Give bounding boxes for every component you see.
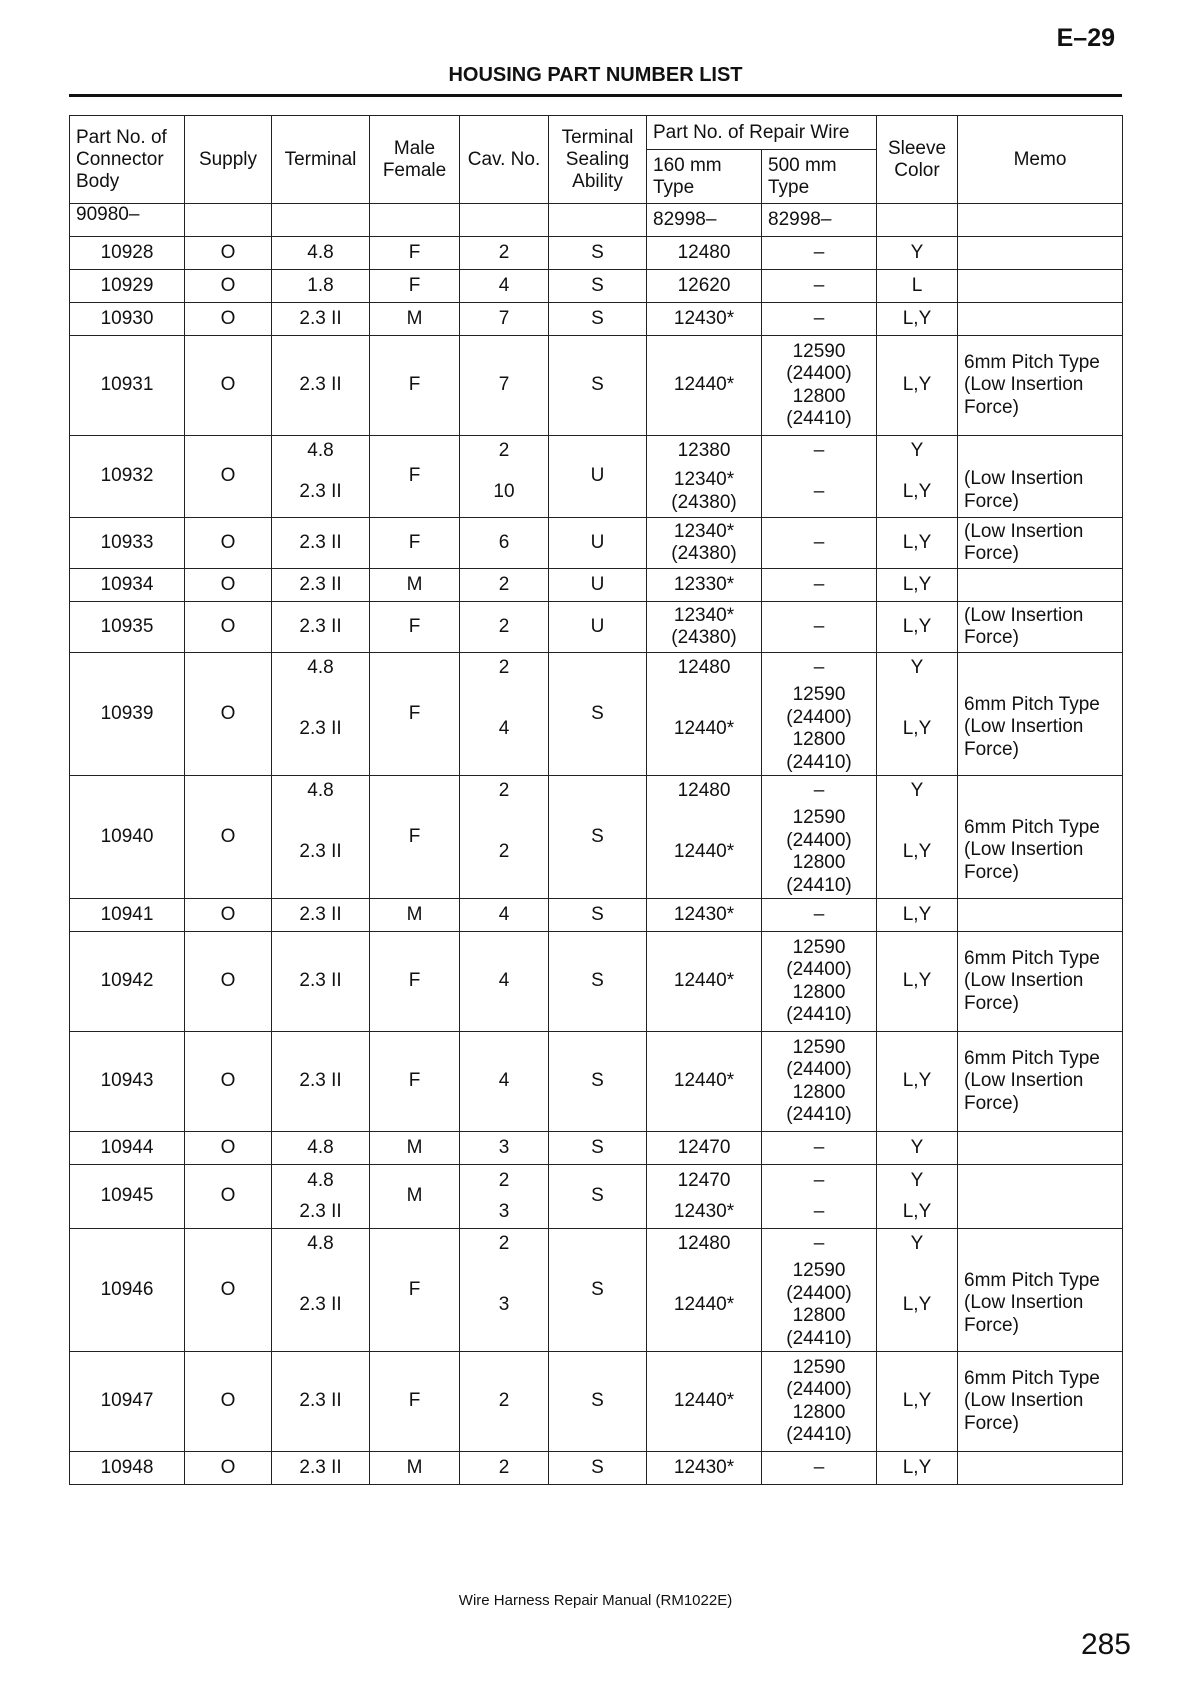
wire-160: 12470: [647, 1132, 762, 1165]
male-female: F: [370, 932, 460, 1032]
wire500-prefix: 82998–: [762, 204, 877, 237]
table-row: [70, 932, 1123, 1032]
supply: O: [185, 1452, 272, 1485]
memo: (Low Insertion Force): [958, 602, 1123, 653]
wire-160: 12440*: [647, 1260, 762, 1352]
wire-500: 12590 (24400) 12800 (24410): [762, 1260, 877, 1352]
wire-160: 12440*: [647, 807, 762, 899]
header-row: [70, 116, 1123, 150]
table-row: [70, 1165, 1123, 1197]
terminal: 2.3 II: [272, 569, 370, 602]
wire-500: –: [762, 653, 877, 684]
wire-160: 12440*: [647, 1032, 762, 1132]
part-no: 10931: [70, 336, 185, 436]
table-row: [70, 270, 1123, 303]
cav-no: 7: [460, 336, 549, 436]
header-male-female: Male Female: [370, 116, 460, 204]
memo: [958, 237, 1123, 270]
terminal: 2.3 II: [272, 1197, 370, 1229]
memo: [958, 1165, 1123, 1229]
sleeve: Y: [877, 653, 958, 684]
cav-no: 2: [460, 1229, 549, 1260]
sleeve: L,Y: [877, 303, 958, 336]
male-female: M: [370, 569, 460, 602]
part-no: 10939: [70, 653, 185, 776]
sleeve: L,Y: [877, 336, 958, 436]
sleeve: L,Y: [877, 602, 958, 653]
sealing: S: [549, 1229, 647, 1352]
memo: 6mm Pitch Type (Low Insertion Force): [958, 1032, 1123, 1132]
wire-500: –: [762, 1165, 877, 1197]
sealing: U: [549, 436, 647, 518]
cav-no: 4: [460, 1032, 549, 1132]
table-row: [70, 1132, 1123, 1165]
wire-160: 12340* (24380): [647, 602, 762, 653]
wire-160: 12430*: [647, 303, 762, 336]
terminal: 4.8: [272, 1165, 370, 1197]
terminal: 4.8: [272, 1132, 370, 1165]
sleeve: L,Y: [877, 1352, 958, 1452]
supply: O: [185, 899, 272, 932]
sleeve: L,Y: [877, 807, 958, 899]
wire-500: –: [762, 776, 877, 807]
memo: [958, 1452, 1123, 1485]
sleeve: L,Y: [877, 467, 958, 518]
table-row: [70, 1352, 1123, 1452]
part-no: 10941: [70, 899, 185, 932]
supply: O: [185, 518, 272, 569]
terminal: 2.3 II: [272, 932, 370, 1032]
sleeve: L,Y: [877, 569, 958, 602]
male-female: M: [370, 1165, 460, 1229]
page-title: HOUSING PART NUMBER LIST: [448, 64, 743, 86]
sleeve: Y: [877, 776, 958, 807]
memo: 6mm Pitch Type (Low Insertion Force): [958, 932, 1123, 1032]
header-memo: Memo: [958, 116, 1123, 204]
male-female: F: [370, 602, 460, 653]
table-row: [70, 569, 1123, 602]
part-no: 10943: [70, 1032, 185, 1132]
sealing: S: [549, 1132, 647, 1165]
wire-500: 12590 (24400) 12800 (24410): [762, 1032, 877, 1132]
cav-no: 2: [460, 436, 549, 467]
table-row: [70, 436, 1123, 467]
male-female: F: [370, 653, 460, 776]
page-number: 285: [1080, 1628, 1131, 1661]
cav-no: 2: [460, 1165, 549, 1197]
cav-no: 2: [460, 237, 549, 270]
table-row: [70, 303, 1123, 336]
memo: (Low Insertion Force): [958, 436, 1123, 518]
part-no: 10946: [70, 1229, 185, 1352]
header-sealing: Terminal Sealing Ability: [549, 116, 647, 204]
wire-500: –: [762, 270, 877, 303]
male-female: F: [370, 436, 460, 518]
sealing: S: [549, 336, 647, 436]
sealing: S: [549, 653, 647, 776]
wire-160: 12480: [647, 1229, 762, 1260]
wire-160: 12430*: [647, 1452, 762, 1485]
body-prefix: 90980–: [70, 204, 185, 237]
terminal: 2.3 II: [272, 1032, 370, 1132]
terminal: 4.8: [272, 436, 370, 467]
cav-no: 4: [460, 270, 549, 303]
cav-no: 2: [460, 569, 549, 602]
wire-160: 12380: [647, 436, 762, 467]
terminal: 2.3 II: [272, 467, 370, 518]
supply: O: [185, 776, 272, 899]
wire-160: 12340* (24380): [647, 518, 762, 569]
male-female: F: [370, 237, 460, 270]
prefix-row: [70, 204, 1123, 237]
male-female: M: [370, 303, 460, 336]
table-row: [70, 1229, 1123, 1260]
supply: O: [185, 569, 272, 602]
wire-500: –: [762, 899, 877, 932]
header-160mm: 160 mm Type: [647, 150, 762, 204]
sealing: S: [549, 1452, 647, 1485]
wire-500: –: [762, 1132, 877, 1165]
part-no: 10940: [70, 776, 185, 899]
sealing: S: [549, 899, 647, 932]
cav-no: 4: [460, 932, 549, 1032]
sleeve: L,Y: [877, 1452, 958, 1485]
cav-no: 2: [460, 776, 549, 807]
male-female: F: [370, 270, 460, 303]
wire-160: 12430*: [647, 1197, 762, 1229]
sleeve: Y: [877, 237, 958, 270]
sleeve: L,Y: [877, 932, 958, 1032]
part-no: 10932: [70, 436, 185, 518]
part-no: 10928: [70, 237, 185, 270]
cav-no: 2: [460, 807, 549, 899]
wire-160: 12440*: [647, 932, 762, 1032]
wire-500: –: [762, 467, 877, 518]
terminal: 4.8: [272, 237, 370, 270]
table-row: [70, 602, 1123, 653]
part-no: 10930: [70, 303, 185, 336]
header-cav-no: Cav. No.: [460, 116, 549, 204]
sealing: U: [549, 569, 647, 602]
memo: 6mm Pitch Type (Low Insertion Force): [958, 336, 1123, 436]
terminal: 4.8: [272, 1229, 370, 1260]
supply: O: [185, 1229, 272, 1352]
wire-160: 12340* (24380): [647, 467, 762, 518]
memo: 6mm Pitch Type (Low Insertion Force): [958, 1229, 1123, 1352]
sealing: S: [549, 237, 647, 270]
wire-500: –: [762, 237, 877, 270]
cav-no: 2: [460, 653, 549, 684]
title-divider: [69, 94, 1122, 97]
sleeve: L: [877, 270, 958, 303]
supply: O: [185, 602, 272, 653]
terminal: 4.8: [272, 776, 370, 807]
sleeve: L,Y: [877, 899, 958, 932]
housing-part-table: [69, 115, 1123, 1485]
wire-500: 12590 (24400) 12800 (24410): [762, 684, 877, 776]
wire-160: 12620: [647, 270, 762, 303]
sleeve: Y: [877, 1132, 958, 1165]
header-supply: Supply: [185, 116, 272, 204]
wire-160: 12430*: [647, 899, 762, 932]
terminal: 4.8: [272, 653, 370, 684]
cav-no: 2: [460, 1452, 549, 1485]
sleeve: L,Y: [877, 1260, 958, 1352]
sealing: U: [549, 518, 647, 569]
wire-160: 12480: [647, 776, 762, 807]
part-no: 10929: [70, 270, 185, 303]
male-female: F: [370, 518, 460, 569]
part-no: 10944: [70, 1132, 185, 1165]
terminal: 2.3 II: [272, 684, 370, 776]
table-row: [70, 653, 1123, 684]
wire-500: 12590 (24400) 12800 (24410): [762, 807, 877, 899]
supply: O: [185, 270, 272, 303]
supply: O: [185, 1165, 272, 1229]
cav-no: 4: [460, 684, 549, 776]
wire-500: –: [762, 518, 877, 569]
male-female: F: [370, 1352, 460, 1452]
table-row: [70, 518, 1123, 569]
sleeve: Y: [877, 1229, 958, 1260]
part-no: 10942: [70, 932, 185, 1032]
sleeve: L,Y: [877, 1032, 958, 1132]
memo: 6mm Pitch Type (Low Insertion Force): [958, 653, 1123, 776]
sealing: U: [549, 602, 647, 653]
sleeve: Y: [877, 1165, 958, 1197]
table-row: [70, 776, 1123, 807]
part-no: 10935: [70, 602, 185, 653]
terminal: 2.3 II: [272, 303, 370, 336]
part-no: 10947: [70, 1352, 185, 1452]
header-repair-wire: Part No. of Repair Wire: [647, 116, 877, 150]
part-no: 10948: [70, 1452, 185, 1485]
male-female: F: [370, 1032, 460, 1132]
memo: (Low Insertion Force): [958, 518, 1123, 569]
cav-no: 7: [460, 303, 549, 336]
wire-160: 12480: [647, 653, 762, 684]
cav-no: 4: [460, 899, 549, 932]
cav-no: 3: [460, 1132, 549, 1165]
cav-no: 2: [460, 602, 549, 653]
part-no: 10945: [70, 1165, 185, 1229]
terminal: 2.3 II: [272, 899, 370, 932]
sealing: S: [549, 270, 647, 303]
memo: [958, 1132, 1123, 1165]
memo: 6mm Pitch Type (Low Insertion Force): [958, 1352, 1123, 1452]
cav-no: 3: [460, 1260, 549, 1352]
wire-500: 12590 (24400) 12800 (24410): [762, 336, 877, 436]
cav-no: 2: [460, 1352, 549, 1452]
wire160-prefix: 82998–: [647, 204, 762, 237]
supply: O: [185, 436, 272, 518]
wire-500: 12590 (24400) 12800 (24410): [762, 932, 877, 1032]
sealing: S: [549, 303, 647, 336]
supply: O: [185, 1132, 272, 1165]
part-no: 10933: [70, 518, 185, 569]
sealing: S: [549, 776, 647, 899]
male-female: M: [370, 899, 460, 932]
sealing: S: [549, 1165, 647, 1229]
header-sleeve: Sleeve Color: [877, 116, 958, 204]
sleeve: L,Y: [877, 518, 958, 569]
table-row: [70, 899, 1123, 932]
sleeve: Y: [877, 436, 958, 467]
part-no: 10934: [70, 569, 185, 602]
wire-500: –: [762, 1452, 877, 1485]
memo: [958, 569, 1123, 602]
terminal: 2.3 II: [272, 1352, 370, 1452]
table-row: [70, 1032, 1123, 1132]
memo: [958, 899, 1123, 932]
header-terminal: Terminal: [272, 116, 370, 204]
wire-160: 12440*: [647, 1352, 762, 1452]
page-code: E–29: [1056, 24, 1115, 52]
cav-no: 3: [460, 1197, 549, 1229]
supply: O: [185, 303, 272, 336]
supply: O: [185, 932, 272, 1032]
terminal: 1.8: [272, 270, 370, 303]
wire-160: 12330*: [647, 569, 762, 602]
memo: [958, 303, 1123, 336]
terminal: 2.3 II: [272, 1452, 370, 1485]
supply: O: [185, 237, 272, 270]
sealing: S: [549, 1352, 647, 1452]
wire-160: 12440*: [647, 684, 762, 776]
sleeve: L,Y: [877, 1197, 958, 1229]
memo: 6mm Pitch Type (Low Insertion Force): [958, 776, 1123, 899]
wire-500: –: [762, 1229, 877, 1260]
male-female: F: [370, 336, 460, 436]
wire-500: –: [762, 303, 877, 336]
terminal: 2.3 II: [272, 807, 370, 899]
cav-no: 10: [460, 467, 549, 518]
header-500mm: 500 mm Type: [762, 150, 877, 204]
supply: O: [185, 336, 272, 436]
male-female: F: [370, 1229, 460, 1352]
male-female: M: [370, 1452, 460, 1485]
footer-text: Wire Harness Repair Manual (RM1022E): [458, 1592, 733, 1609]
wire-500: –: [762, 436, 877, 467]
wire-500: 12590 (24400) 12800 (24410): [762, 1352, 877, 1452]
supply: O: [185, 1032, 272, 1132]
male-female: F: [370, 776, 460, 899]
wire-160: 12480: [647, 237, 762, 270]
wire-500: –: [762, 569, 877, 602]
sleeve: L,Y: [877, 684, 958, 776]
supply: O: [185, 653, 272, 776]
sealing: S: [549, 932, 647, 1032]
memo: [958, 270, 1123, 303]
cav-no: 6: [460, 518, 549, 569]
supply: O: [185, 1352, 272, 1452]
sealing: S: [549, 1032, 647, 1132]
terminal: 2.3 II: [272, 1260, 370, 1352]
table-row: [70, 1452, 1123, 1485]
male-female: M: [370, 1132, 460, 1165]
header-part-no: Part No. of Connector Body: [70, 116, 185, 204]
table-row: [70, 336, 1123, 436]
terminal: 2.3 II: [272, 336, 370, 436]
wire-160: 12470: [647, 1165, 762, 1197]
wire-500: –: [762, 602, 877, 653]
terminal: 2.3 II: [272, 602, 370, 653]
wire-160: 12440*: [647, 336, 762, 436]
wire-500: –: [762, 1197, 877, 1229]
table-row: [70, 237, 1123, 270]
terminal: 2.3 II: [272, 518, 370, 569]
